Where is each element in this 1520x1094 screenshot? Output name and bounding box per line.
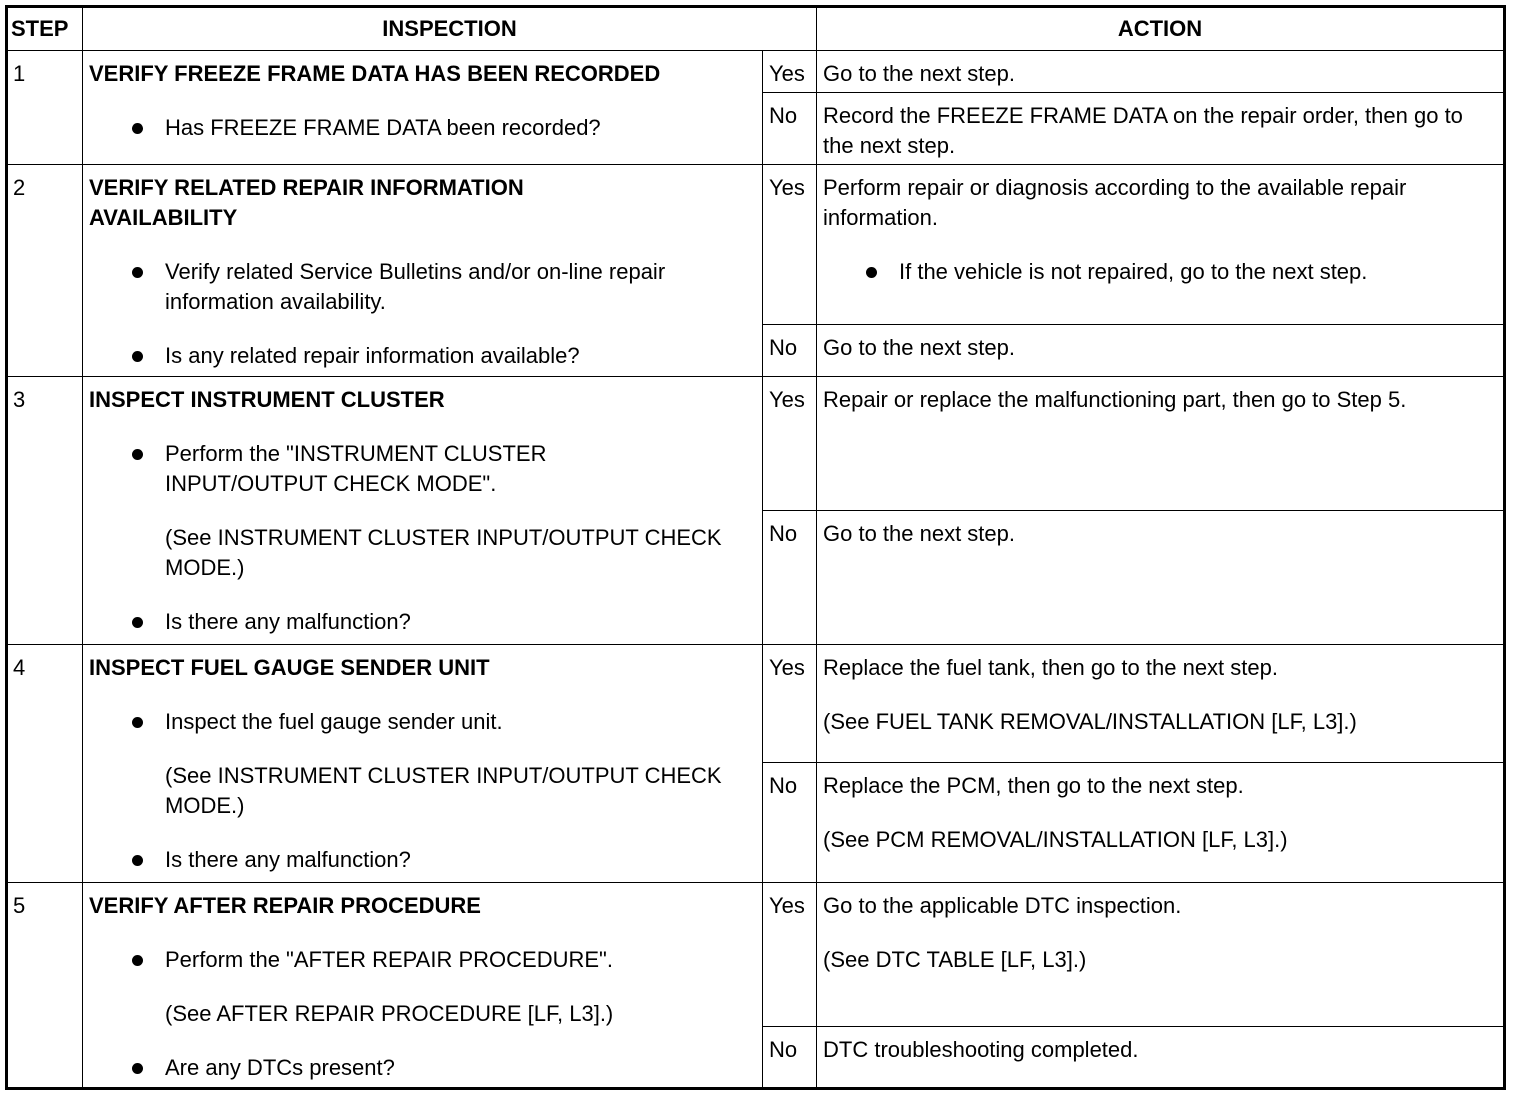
step-header: STEP [7,7,83,51]
yes-label: Yes [763,51,817,93]
step-number: 1 [7,51,83,165]
bullet-item: Is there any malfunction? [89,845,756,875]
no-label: No [763,93,817,165]
yes-action: Replace the fuel tank, then go to the next step. [823,655,1278,680]
step-1-yes-row [7,51,1505,93]
no-label: No [763,511,817,645]
step-5-inspection [83,883,763,1089]
step-number: 3 [7,377,83,645]
step-2-yes-action [817,165,1505,325]
bullet-item: Is there any malfunction? [89,607,756,637]
step-number: 2 [7,165,83,377]
no-action: Go to the next step. [817,325,1505,377]
step-title: VERIFY FREEZE FRAME DATA HAS BEEN RECORDED [89,61,661,86]
step-title: INSPECT INSTRUMENT CLUSTER [89,387,445,412]
bullet-item: If the vehicle is not repaired, go to the next step. [823,257,1497,287]
see-note: (See INSTRUMENT CLUSTER INPUT/OUTPUT CHECK MODE.) [165,763,722,818]
step-title: VERIFY AFTER REPAIR PROCEDURE [89,893,481,918]
no-label: No [763,325,817,377]
bullet-item: Has FREEZE FRAME DATA been recorded? [89,113,756,143]
step-number: 5 [7,883,83,1089]
step-4-yes-row [7,645,1505,763]
step-title: INSPECT FUEL GAUGE SENDER UNIT [89,655,490,680]
yes-action: Repair or replace the malfunctioning part, then go to Step 5. [817,377,1505,511]
step-number: 4 [7,645,83,883]
yes-action: Perform repair or diagnosis according to the available repair information. [823,175,1407,230]
step-5-yes-row [7,883,1505,1027]
yes-see-note: (See FUEL TANK REMOVAL/INSTALLATION [LF, L3].) [823,709,1357,734]
bullet-item: Inspect the fuel gauge sender unit. [89,707,756,737]
bullet-item: Perform the "INSTRUMENT CLUSTER INPUT/OUTPUT CHECK MODE". [89,439,665,499]
yes-label: Yes [763,165,817,325]
yes-label: Yes [763,377,817,511]
inspection-header: INSPECTION [83,7,817,51]
troubleshooting-table [5,5,1506,1090]
step-4-inspection [83,645,763,883]
bullet-item: Is any related repair information available? [89,341,756,371]
no-action: Go to the next step. [817,511,1505,645]
no-label: No [763,1027,817,1089]
step-2-inspection [83,165,763,377]
header-row [7,7,1505,51]
step-5-yes-action [817,883,1505,1027]
no-see-note: (See PCM REMOVAL/INSTALLATION [LF, L3].) [823,827,1288,852]
yes-see-note: (See DTC TABLE [LF, L3].) [823,947,1087,972]
step-4-no-action [817,763,1505,883]
action-header: ACTION [817,7,1505,51]
see-note: (See INSTRUMENT CLUSTER INPUT/OUTPUT CHECK MODE.) [165,525,722,580]
step-1-inspection [83,51,763,165]
step-3-yes-row [7,377,1505,511]
step-3-inspection [83,377,763,645]
no-label: No [763,763,817,883]
bullet-item: Perform the "AFTER REPAIR PROCEDURE". [89,945,756,975]
no-action: Replace the PCM, then go to the next step. [823,773,1244,798]
see-note: (See AFTER REPAIR PROCEDURE [LF, L3].) [165,1001,614,1026]
no-action: Record the FREEZE FRAME DATA on the repair order, then go to the next step. [817,93,1505,165]
bullet-item: Are any DTCs present? [89,1053,756,1083]
yes-action: Go to the applicable DTC inspection. [823,893,1182,918]
no-action: DTC troubleshooting completed. [817,1027,1505,1089]
bullet-item: Verify related Service Bulletins and/or on-line repair information availability. [89,257,685,317]
step-4-yes-action [817,645,1505,763]
step-2-yes-row [7,165,1505,325]
yes-action: Go to the next step. [817,51,1505,93]
yes-label: Yes [763,883,817,1027]
yes-label: Yes [763,645,817,763]
step-title: VERIFY RELATED REPAIR INFORMATION AVAILABILITY [89,175,524,230]
